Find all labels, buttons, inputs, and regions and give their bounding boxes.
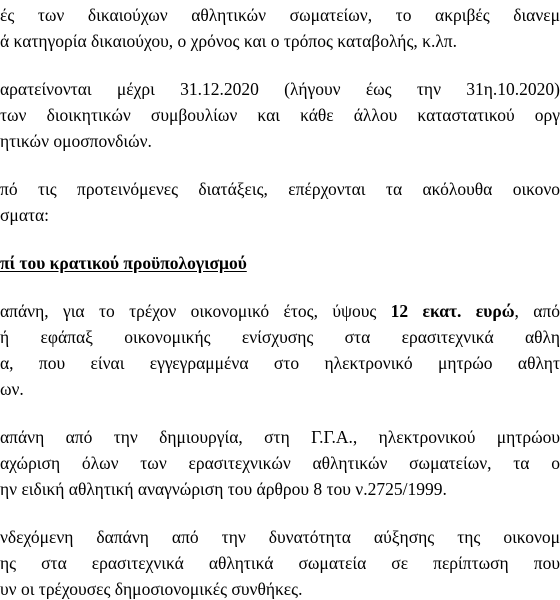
section-heading: [0, 252, 560, 274]
paragraph-1-line-2: ά κατηγορία δικαιούχου, ο χρόνος και ο τρόπος καταβολής, κ.λπ.: [0, 31, 458, 51]
item-1-line-4: ων.: [0, 379, 24, 399]
paragraph-3-line-1: πό τις προτεινόμενες διατάξεις, επέρχονται τα ακόλουθα οικονο: [0, 179, 560, 199]
item-1-line-1-text-a: απάνη, για το τρέχον οικονομικό έτος, ύψους: [0, 301, 391, 321]
item-2-line-3: ην ειδική αθλητική αναγνώριση του άρθρου 8 του ν.2725/1999.: [0, 479, 447, 499]
item-1-amount: 12 εκατ. ευρώ: [390, 301, 515, 321]
paragraph-2-line-1: αρατείνονται μέχρι 31.12.2020 (λήγουν έως την 31η.10.2020): [0, 79, 560, 99]
item-3-line-3: υν οι τρέχουσες δημοσιονομικές συνθήκες.: [0, 579, 303, 599]
item-2-line-2: αχώριση όλων των ερασιτεχνικών αθλητικών σωματείων, τα ο: [0, 453, 560, 473]
item-2-line-1: απάνη από την δημιουργία, στη Γ.Γ.Α., ηλεκτρονικού μητρώου: [0, 427, 560, 447]
item-1-line-1: [0, 300, 560, 322]
section-heading-text: πί του κρατικού προϋπολογισμού: [0, 253, 247, 273]
paragraph-2-line-2: των διοικητικών συμβουλίων και κάθε άλλου καταστατικού οργ: [0, 105, 560, 125]
paragraph-1-line-1: ές των δικαιούχων αθλητικών σωματείων, το ακριβές διανεμ: [0, 5, 560, 25]
item-3-line-2: ης στα ερασιτεχνικά αθλητικά σωματεία σε περίπτωση που: [0, 553, 560, 573]
item-1-line-1-text-b: , από: [514, 301, 560, 321]
item-1-line-2: ή εφάπαξ οικονομικής ενίσχυσης στα ερασιτεχνικά αθλη: [0, 327, 560, 347]
item-1-line-3: α, που είναι εγγεγραμμένα στο ηλεκτρονικό μητρώο αθλητ: [0, 353, 560, 373]
paragraph-3-line-2: σματα:: [0, 205, 50, 225]
paragraph-2-line-3: ητικών ομοσπονδιών.: [0, 131, 152, 151]
item-3-line-1: νδεχόμενη δαπάνη από την δυνατότητα αύξησης της οικονομ: [0, 527, 560, 547]
